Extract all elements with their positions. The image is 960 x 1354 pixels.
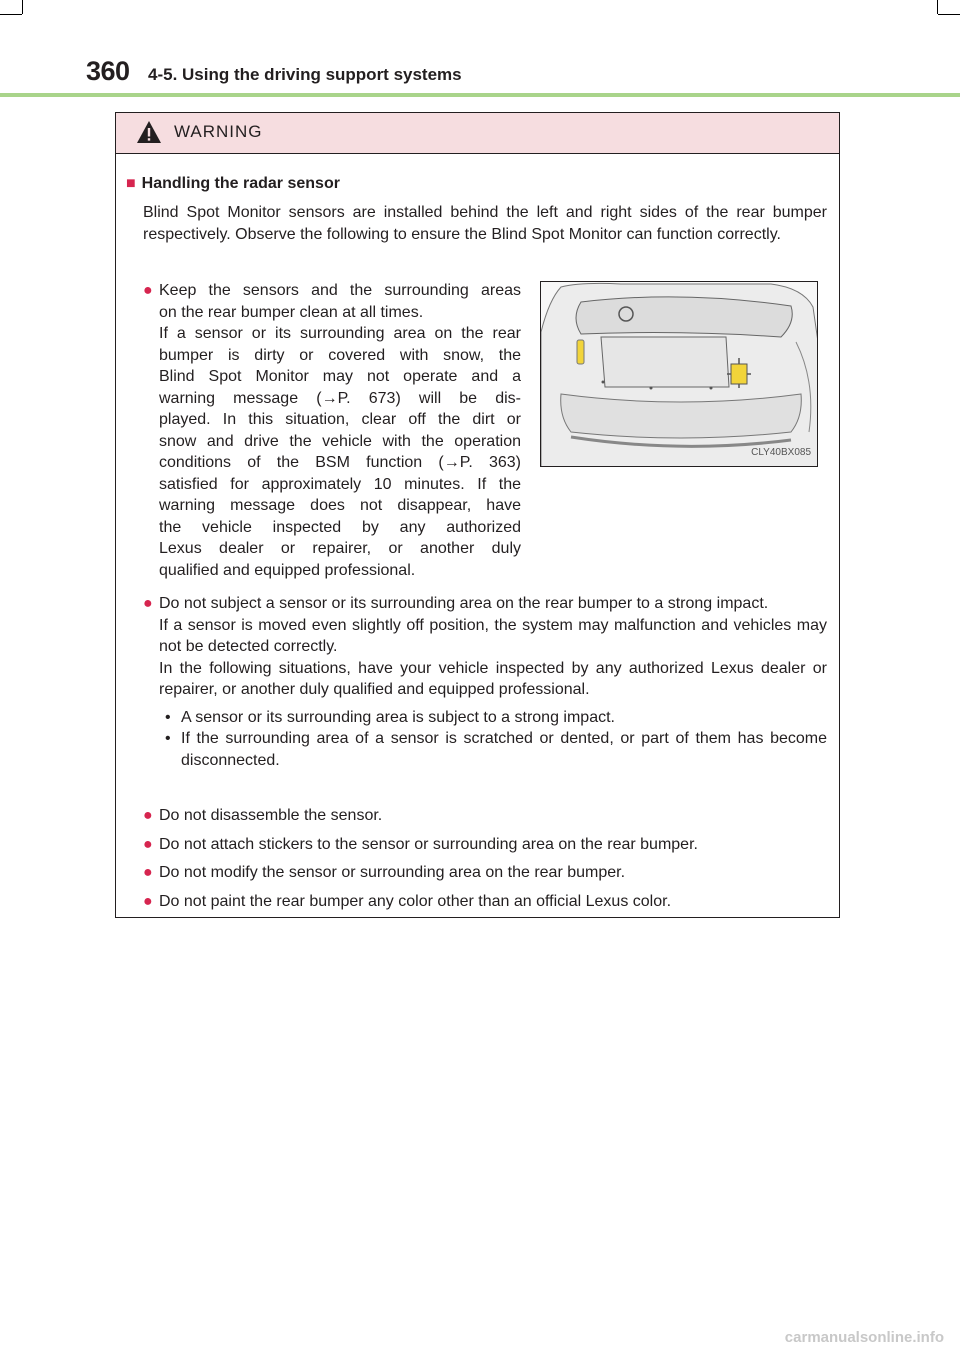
header-rule bbox=[0, 93, 960, 97]
crop-mark bbox=[22, 0, 23, 14]
warning-triangle-icon bbox=[136, 120, 162, 144]
rear-bumper-illustration bbox=[540, 281, 818, 467]
bullet2-text2: If a sensor is moved even slightly off position, the system may malfunction and vehicles may not be detected correctly. bbox=[159, 616, 827, 655]
bullet-icon: ● bbox=[143, 807, 153, 824]
watermark: carmanualsonline.info bbox=[784, 1329, 944, 1346]
crop-mark bbox=[937, 0, 938, 14]
sub-list bbox=[159, 707, 827, 772]
crop-mark bbox=[938, 14, 960, 15]
bullet1-line: bumper is dirty or covered with snow, the bbox=[159, 346, 521, 364]
sub-item-2: If the surrounding area of a sensor is scratched or dented, or part of them has become disconnected. bbox=[181, 730, 827, 769]
bullet6-text: Do not paint the rear bumper any color other than an official Lexus color. bbox=[159, 893, 672, 910]
bullet2-text1: Do not subject a sensor or its surrounding area on the rear bumper to a strong impact. bbox=[159, 595, 769, 612]
bullet4-text: Do not attach stickers to the sensor or surrounding area on the rear bumper. bbox=[159, 836, 698, 853]
bullet1-line: satisfied for approximately 10 minutes. If the bbox=[159, 475, 521, 493]
sub-bullet-icon: • bbox=[165, 730, 171, 747]
bullet-icon: ● bbox=[143, 836, 153, 853]
bullet1-block bbox=[159, 280, 521, 581]
warning-header bbox=[116, 113, 839, 154]
bullet-icon: ● bbox=[143, 595, 153, 612]
bullet2-block bbox=[159, 593, 827, 771]
bullet2-text3: In the following situations, have your vehicle inspected by any authorized Lexus dealer or repairer, or another duly qualified and equipped professional. bbox=[159, 659, 827, 698]
sub-bullet-icon: • bbox=[165, 708, 171, 726]
bullet3-text: Do not disassemble the sensor. bbox=[159, 807, 383, 824]
warning-title: WARNING bbox=[174, 122, 263, 141]
intro-paragraph: Blind Spot Monitor sensors are installed behind the left and right sides of the rear bumper respectively. Observe the following to ensure the Blind Spot Monitor can function correctly. bbox=[143, 204, 827, 243]
bullet-icon: ● bbox=[143, 864, 153, 881]
sub-item-1: A sensor or its surrounding area is subject to a strong impact. bbox=[181, 708, 615, 726]
bullet1-line: played. In this situation, clear off the dirt or bbox=[159, 411, 521, 428]
warning-box bbox=[115, 112, 840, 918]
bullet1-line: If a sensor or its surrounding area on the rear bbox=[159, 325, 521, 342]
illustration-code: CLY40BX085 bbox=[751, 446, 811, 458]
bullet1-line: on the rear bumper clean at all times. bbox=[159, 303, 424, 321]
page-number: 360 bbox=[86, 56, 130, 86]
square-bullet-icon: ■ bbox=[126, 175, 136, 192]
bullet1-line: Lexus dealer or repairer, or another duly bbox=[159, 540, 521, 557]
rear-bumper-drawing bbox=[541, 282, 818, 467]
bullet1-line: qualified and equipped professional. bbox=[159, 561, 416, 579]
bullet1-line: Keep the sensors and the surrounding areas bbox=[159, 282, 521, 299]
bullet5-text: Do not modify the sensor or surrounding area on the rear bumper. bbox=[159, 864, 626, 881]
section-heading bbox=[126, 173, 340, 195]
bullet1-line: snow and drive the vehicle with the operation bbox=[159, 432, 521, 450]
heading-text: Handling the radar sensor bbox=[141, 175, 340, 192]
section-title: 4-5. Using the driving support systems bbox=[148, 65, 462, 84]
bullet1-line: conditions of the BSM function (→P. 363) bbox=[159, 454, 521, 471]
bullet1-line: the vehicle inspected by any authorized bbox=[159, 518, 521, 536]
bullet1-line: warning message does not disappear, have bbox=[159, 497, 521, 514]
page-header bbox=[86, 56, 906, 96]
bullet-icon: ● bbox=[143, 282, 153, 299]
bullet-icon: ● bbox=[143, 893, 153, 910]
bullet1-line: warning message (→P. 673) will be dis- bbox=[159, 389, 521, 407]
crop-mark bbox=[0, 14, 22, 15]
bullet1-lines bbox=[159, 280, 521, 581]
bullet1-line: Blind Spot Monitor may not operate and a bbox=[159, 368, 521, 385]
